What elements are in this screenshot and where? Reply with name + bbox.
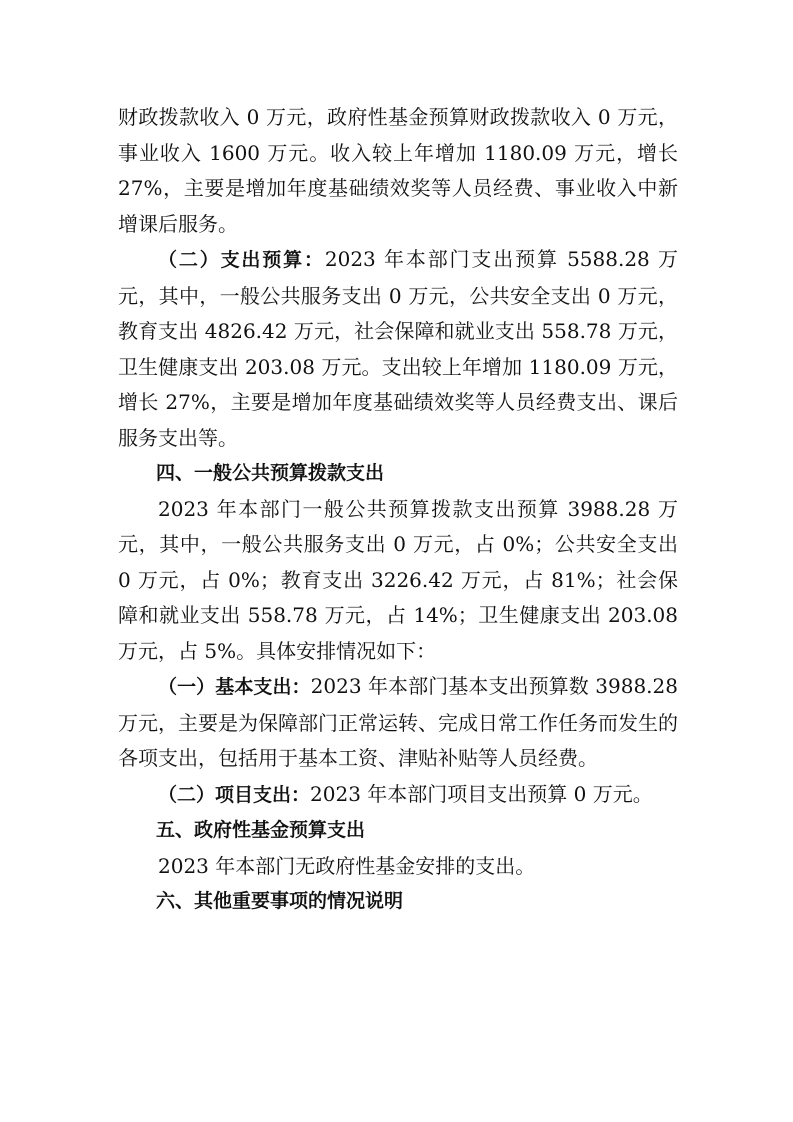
basic-expenditure-heading: （一）基本支出： <box>158 676 311 698</box>
section-5-title: 五、政府性基金预算支出 <box>156 819 366 841</box>
document-page <box>118 100 678 920</box>
expenditure-budget-text: 2023 年本部门支出预算 5588.28 万元，其中，一般公共服务支出 0 万元，公共安全支出 0 万元，教育支出 4826.42 万元，社会保障和就业支出 558.78 万元，卫生健康支出 203.08 万元。支出较上年增加 1180.09 万元，增长 27%，主要是增加年度基础绩效奖等人员经费支出、课后服务支出等。 <box>118 247 678 450</box>
project-expenditure-paragraph <box>118 777 678 814</box>
section-6-title: 六、其他重要事项的情况说明 <box>156 890 404 912</box>
expenditure-budget-paragraph <box>118 242 678 456</box>
income-paragraph: 财政拨款收入 0 万元，政府性基金预算财政拨款收入 0 万元，事业收入 1600 万元。收入较上年增加 1180.09 万元，增长 27%，主要是增加年度基础绩效奖等人员经费、事业收入中新增课后服务。 <box>118 105 678 236</box>
section-4-title: 四、一般公共预算拨款支出 <box>156 462 385 484</box>
general-budget-paragraph: 2023 年本部门一般公共预算拨款支出预算 3988.28 万元，其中，一般公共服务支出 0 万元，占 0%；公共安全支出 0 万元，占 0%；教育支出 3226.42 万元，占 81%；社会保障和就业支出 558.78 万元，占 14%；卫生健康支出 203.08 万元，占 5%。具体安排情况如下： <box>118 496 678 663</box>
fund-budget-paragraph: 2023 年本部门无政府性基金安排的支出。 <box>158 853 536 878</box>
basic-expenditure-paragraph <box>118 669 678 777</box>
expenditure-budget-heading: （二）支出预算： <box>158 249 325 271</box>
project-expenditure-text: 2023 年本部门项目支出预算 0 万元。 <box>310 781 653 806</box>
project-expenditure-heading: （二）项目支出： <box>158 783 311 806</box>
basic-expenditure-text: 2023 年本部门基本支出预算数 3988.28 万元，主要是为保障部门正常运转、完成日常工作任务而发生的各项支出，包括用于基本工资、津贴补贴等人员经费。 <box>118 674 678 770</box>
